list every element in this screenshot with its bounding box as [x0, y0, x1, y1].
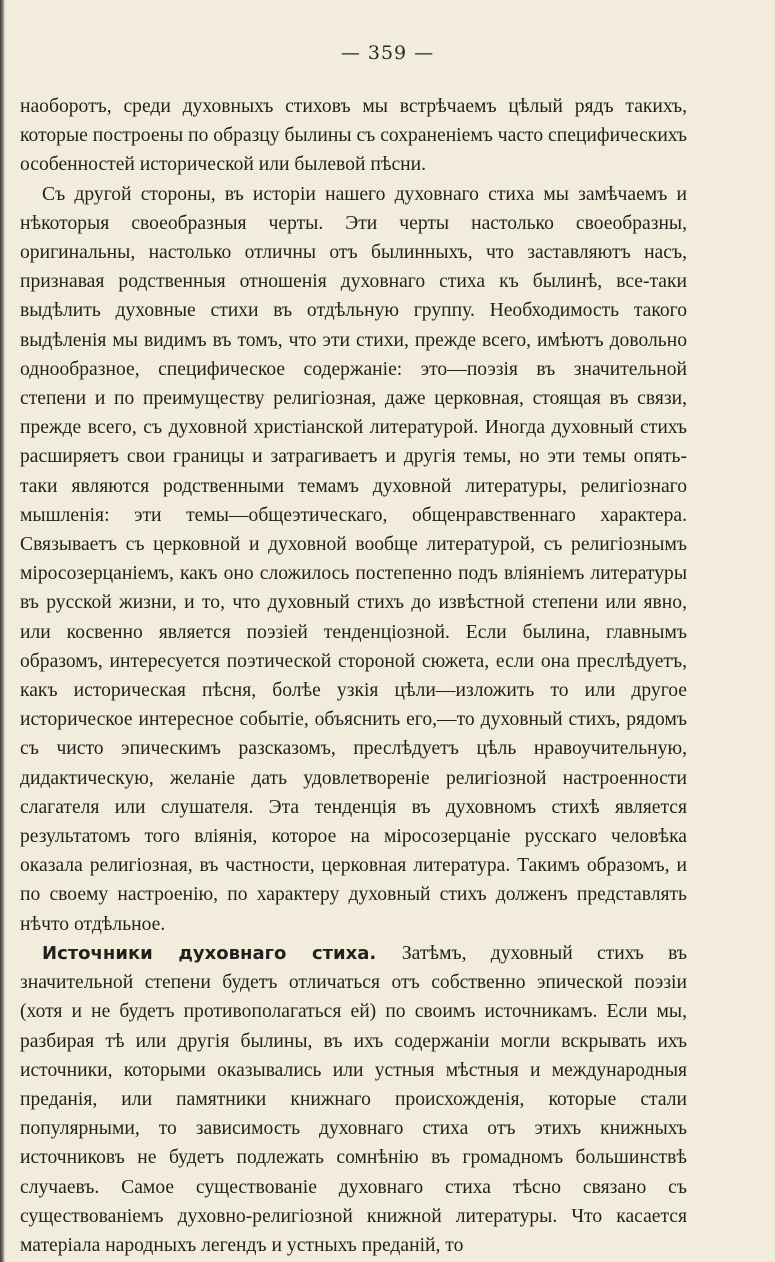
paragraph-2-text: Съ другой стороны, въ исторіи нашего духовнаго стиха мы замѣчаемъ и нѣкоторыя своеобразныя черты. Эти черты настолько своеобразны, оригинальны, настолько отличны отъ былинныхъ, что заставляютъ насъ, признавая родственныя отношенія духовнаго стиха къ былинѣ, все-таки выдѣлить духовные стихи въ отдѣльную группу. Необходимость такого выдѣленія мы видимъ въ томъ, что эти стихи, прежде всего, имѣютъ довольно однообразное, специфическое содержаніе: это—поэзія въ значительной степени и по преимуществу религіозная, даже церковная, стоящая въ связи, прежде всего, съ духовной христіанской литературой. Иногда духовный стихъ расширяетъ свои границы и затрагиваетъ и другія темы, но эти темы опять-таки являются родственными темамъ духовной литературы, религіознаго мышленія: эти темы—общеэтическаго, общенравственнаго характера. Связываетъ съ церковной и духовной вообще литературой, съ религіознымъ міросозерцаніемъ, какъ оно сложилось постепенно подъ вліяніемъ литературы въ русской жизни, и то, что духовный стихъ до извѣстной степени или явно, или косвенно является поэзіей тенденціозной. Если былина, главнымъ образомъ, интересуется поэтической стороной сюжета, если она преслѣдуетъ, какъ историческая пѣсня, болѣе узкія цѣли—изложить то или другое историческое интересное событіе, объяснить его,—то духовный стихъ, рядомъ съ чисто эпическимъ разсказомъ, преслѣдуетъ цѣль нравоучительную, дидактическую, желаніе дать удовлетвореніе религіозной настроенности слагателя или слушателя. Эта тенденція въ духовномъ стихѣ является результатомъ того вліянія, которое на міросозерцаніе русскаго человѣка оказала религіозная, въ частности, церковная литература. Такимъ образомъ, и по своему настроенію, по характеру духовный стихъ долженъ представлять нѣчто отдѣльное.: [20, 183, 687, 935]
paragraph-1-text: наоборотъ, среди духовныхъ стиховъ мы встрѣчаемъ цѣлый рядъ такихъ, которые построены по образцу былины съ сохраненіемъ часто специфическихъ особенностей исторической или былевой пѣсни.: [20, 96, 687, 176]
body-text: [20, 92, 687, 1260]
page-binding-edge: [0, 0, 5, 1262]
paragraph-3: [20, 939, 687, 1260]
paragraph-3-text: Затѣмъ, духовный стихъ въ значительной степени будетъ отличаться отъ собственно эпической поэзіи (хотя и не будетъ противополагаться ей) по своимъ источникамъ. Если мы, разбирая тѣ или другія былины, въ ихъ содержаніи могли вскрывать ихъ источники, которыми оказывались или устныя мѣстныя и международныя преданія, или памятники книжнаго происхожденія, которые стали популярными, то зависимость духовнаго стиха отъ этихъ книжныхъ источниковъ не будетъ подлежать сомнѣнію въ громадномъ большинствѣ случаевъ. Самое существованіе духовнаго стиха тѣсно связано съ существованіемъ духовно-религіозной книжной литературы. Что касается матеріала народныхъ легендъ и устныхъ преданій, то: [20, 942, 687, 1256]
page-number: — 359 —: [340, 42, 435, 64]
section-heading-sources: Источники духовнаго стиха.: [42, 942, 402, 964]
paragraph-1: [20, 92, 687, 180]
paragraph-2: [20, 180, 687, 939]
